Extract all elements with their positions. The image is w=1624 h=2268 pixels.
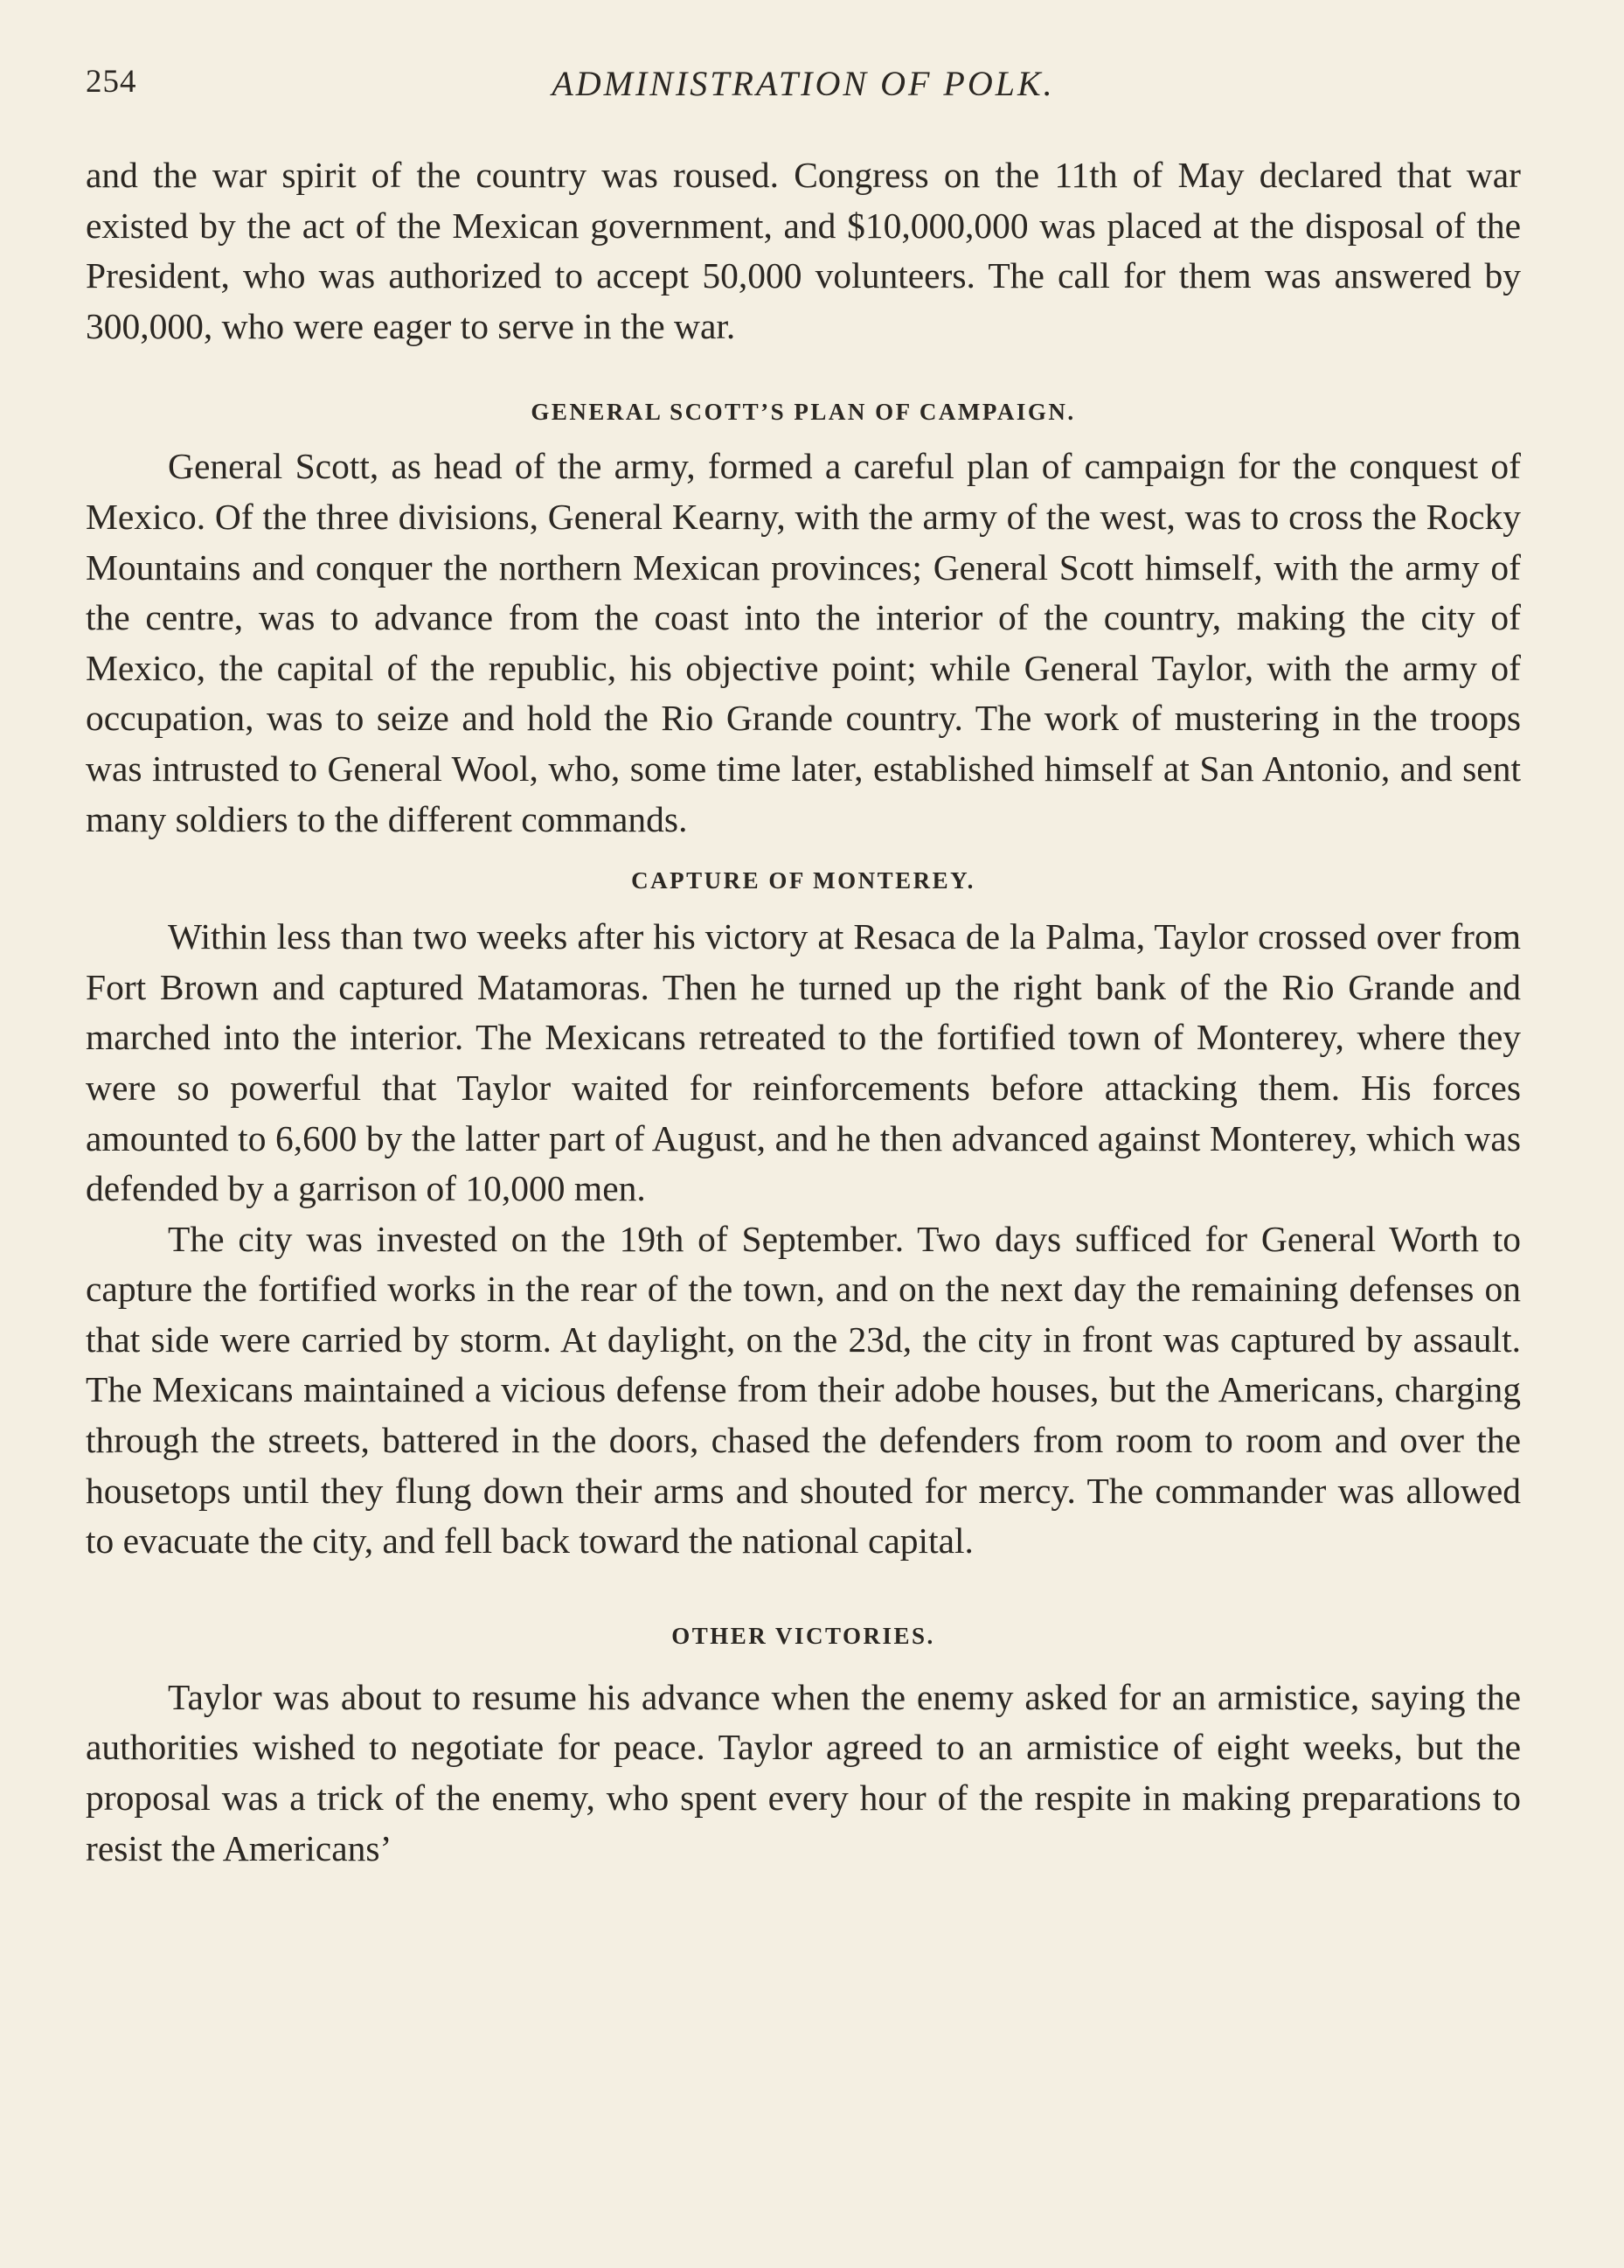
- section-heading-campaign: GENERAL SCOTT’S PLAN OF CAMPAIGN.: [531, 399, 1076, 426]
- running-head: [86, 54, 1521, 112]
- page-number: 254: [86, 64, 137, 100]
- monterey-paragraph-1: Within less than two weeks after his victory at Resaca de la Palma, Taylor crossed over from Fort Brown and captured Matamoras. Then he turned up the right bank of the Rio Grande and marched into the interior. The Mexicans retreated to the fortified town of Monterey, where they were so powerful that Taylor waited for reinforcements before attacking them. His forces amounted to 6,600 by the latter part of August, and he then advanced against Monterey, which was defended by a garrison of 10,000 men.: [86, 916, 1521, 1209]
- section-heading-monterey: CAPTURE OF MONTEREY.: [631, 867, 975, 894]
- opening-paragraph: and the war spirit of the country was roused. Congress on the 11th of May declared that war existed by the act of the Mexican government, and $10,000,000 was placed at the disposal of the President, who was authorized to accept 50,000 volunteers. The call for them was answered by 300,000, who were eager to serve in the war.: [86, 155, 1521, 346]
- section-heading-victories: OTHER VICTORIES.: [671, 1622, 935, 1649]
- running-title: ADMINISTRATION OF POLK.: [552, 64, 1055, 103]
- campaign-paragraph: General Scott, as head of the army, formed a careful plan of campaign for the conquest of Mexico. Of the three divisions, General Kearny, with the army of the west, was to cross the Rocky Mountains and conquer the northern Mexican provinces; General Scott himself, with the army of the centre, was to advance from the coast into the interior of the country, making the city of Mexico, the capital of the republic, his objective point; while General Taylor, with the army of occupation, was to seize and hold the Rio Grande country. The work of mustering in the troops was intrusted to General Wool, who, some time later, established himself at San Antonio, and sent many soldiers to the different commands.: [86, 446, 1521, 839]
- monterey-paragraph-2: The city was invested on the 19th of September. Two days sufficed for General Worth to capture the fortified works in the rear of the town, and on the next day the remaining defenses on that side were carried by storm. At daylight, on the 23d, the city in front was captured by assault. The Mexicans maintained a vicious defense from their adobe houses, but the Americans, charging through the streets, battered in the doors, chased the defenders from room to room and over the housetops until they flung down their arms and shouted for mercy. The commander was allowed to evacuate the city, and fell back toward the national capital.: [86, 1218, 1521, 1562]
- victories-paragraph: Taylor was about to resume his advance when the enemy asked for an armistice, saying the authorities wished to negotiate for peace. Taylor agreed to an armistice of eight weeks, but the proposal was a trick of the enemy, who spent every hour of the respite in making preparations to resist the Americans’: [86, 1676, 1521, 1868]
